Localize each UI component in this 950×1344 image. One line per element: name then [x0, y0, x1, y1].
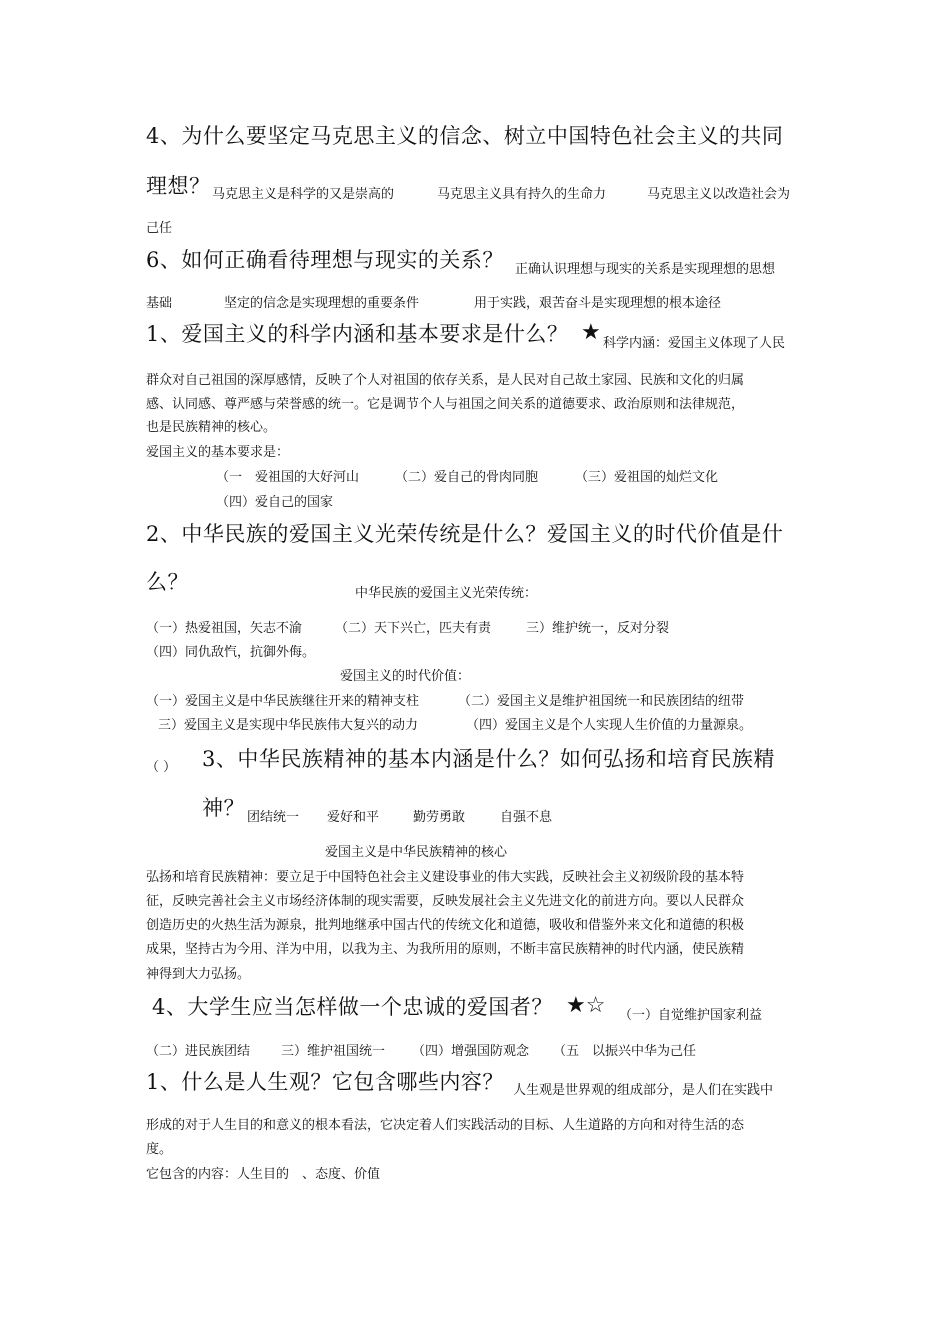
heading-q4-ideal-line2: 理想？	[146, 174, 211, 198]
list-item: （二）爱国主义是维护祖国统一和民族团结的纽带	[458, 694, 745, 709]
list-item: （二）天下兴亡，匹夫有责	[335, 621, 492, 636]
answer-text: 坚定的信念是实现理想的重要条件	[224, 296, 420, 311]
list-item: 勤劳勇敢	[413, 810, 466, 825]
list-item: 三）爱国主义是实现中华民族伟大复兴的动力	[158, 718, 419, 733]
heading-q4-patriot: 4、大学生应当怎样做一个忠诚的爱国者？	[152, 995, 553, 1019]
requirements-label: 爱国主义的基本要求是：	[146, 445, 290, 460]
paragraph-line: 弘扬和培育民族精神：要立足于中国特色社会主义建设事业的伟大实践，反映社会主义初级阶段的基本特	[146, 870, 745, 885]
answer-text: 用于实践，艰苦奋斗是实现理想的根本途径	[474, 296, 722, 311]
list-item: （五 以振兴中华为己任	[553, 1044, 697, 1059]
list-item: 三）维护统一，反对分裂	[526, 621, 670, 636]
answer-text: 己任	[146, 221, 173, 236]
star-icon: ★☆	[566, 993, 606, 1018]
heading-q1-life: 1、什么是人生观？它包含哪些内容？	[146, 1070, 504, 1094]
answer-text: 马克思主义具有持久的生命力	[437, 187, 607, 202]
list-item: （二）进民族团结	[146, 1044, 251, 1059]
core-statement: 爱国主义是中华民族精神的核心	[325, 845, 508, 860]
paragraph-line: 征，反映完善社会主义市场经济体制的现实需要，反映发展社会主义先进文化的前进方向。要以人民群众	[146, 894, 745, 909]
answer-text: 正确认识理想与现实的关系是实现理想的思想	[515, 262, 776, 277]
answer-text: 科学内涵：爱国主义体现了人民	[603, 336, 786, 351]
list-item: （四）增强国防观念	[412, 1044, 530, 1059]
list-item: （一 爱祖国的大好河山	[216, 470, 360, 485]
paragraph-line: 成果，坚持古为今用、洋为中用，以我为主、为我所用的原则，不断丰富民族精神的时代内涵，使民族精	[146, 942, 745, 957]
section-label: 中华民族的爱国主义光荣传统：	[355, 586, 538, 601]
heading-q1-patriotism: 1、爱国主义的科学内涵和基本要求是什么？	[146, 322, 569, 346]
answer-text: 马克思主义是科学的又是崇高的	[212, 187, 395, 202]
paragraph-line: 形成的对于人生目的和意义的根本看法，它决定着人们实践活动的目标、人生道路的方向和对待生活的态	[146, 1118, 745, 1133]
paragraph-line: 创造历史的火热生活为源泉，批判地继承中国古代的传统文化和道德，吸收和借鉴外来文化和道德的积极	[146, 918, 745, 933]
heading-q3-line2: 神？	[202, 796, 245, 820]
paragraph-line: 也是民族精神的核心。	[146, 420, 277, 435]
list-item: （四）爱国主义是个人实现人生价值的力量源泉。	[466, 718, 753, 733]
list-item: （二）爱自己的骨肉同胞	[395, 470, 539, 485]
list-item: （四）同仇敌忾，抗御外侮。	[146, 645, 316, 660]
heading-q6: 6、如何正确看待理想与现实的关系？	[146, 248, 504, 272]
contents-line: 它包含的内容：人生目的 、态度、价值	[146, 1167, 381, 1182]
answer-text: 马克思主义以改造社会为	[647, 187, 791, 202]
heading-q4-ideal-line1: 4、为什么要坚定马克思主义的信念、树立中国特色社会主义的共同	[146, 124, 784, 148]
answer-text: 基础	[146, 296, 173, 311]
blank-bracket: （ ）	[146, 760, 177, 775]
list-item: （四）爱自己的国家	[216, 495, 334, 510]
heading-q2-line2: 么？	[146, 570, 189, 594]
list-item: （三）爱祖国的灿烂文化	[575, 470, 719, 485]
answer-text: 人生观是世界观的组成部分，是人们在实践中	[513, 1083, 774, 1098]
paragraph-line: 神得到大力弘扬。	[146, 967, 251, 982]
list-item: 团结统一	[247, 810, 300, 825]
list-item: 爱好和平	[327, 810, 380, 825]
list-item: （一）自觉维护国家利益	[619, 1008, 763, 1023]
list-item: 自强不息	[500, 810, 553, 825]
paragraph-line: 度。	[146, 1142, 173, 1157]
section-label: 爱国主义的时代价值：	[340, 669, 471, 684]
list-item: （一）爱国主义是中华民族继往开来的精神支柱	[146, 694, 420, 709]
heading-q3-line1: 3、中华民族精神的基本内涵是什么？如何弘扬和培育民族精	[202, 747, 775, 771]
paragraph-line: 群众对自己祖国的深厚感情，反映了个人对祖国的依存关系，是人民对自己故土家园、民族和文化的归属	[146, 373, 745, 388]
list-item: （一）热爱祖国，矢志不渝	[146, 621, 303, 636]
paragraph-line: 感、认同感、尊严感与荣誉感的统一。它是调节个人与祖国之间关系的道德要求、政治原则和法律规范，	[146, 397, 745, 412]
heading-q2-line1: 2、中华民族的爱国主义光荣传统是什么？爱国主义的时代价值是什	[146, 522, 784, 546]
star-icon: ★	[581, 320, 601, 345]
list-item: 三）维护祖国统一	[281, 1044, 386, 1059]
